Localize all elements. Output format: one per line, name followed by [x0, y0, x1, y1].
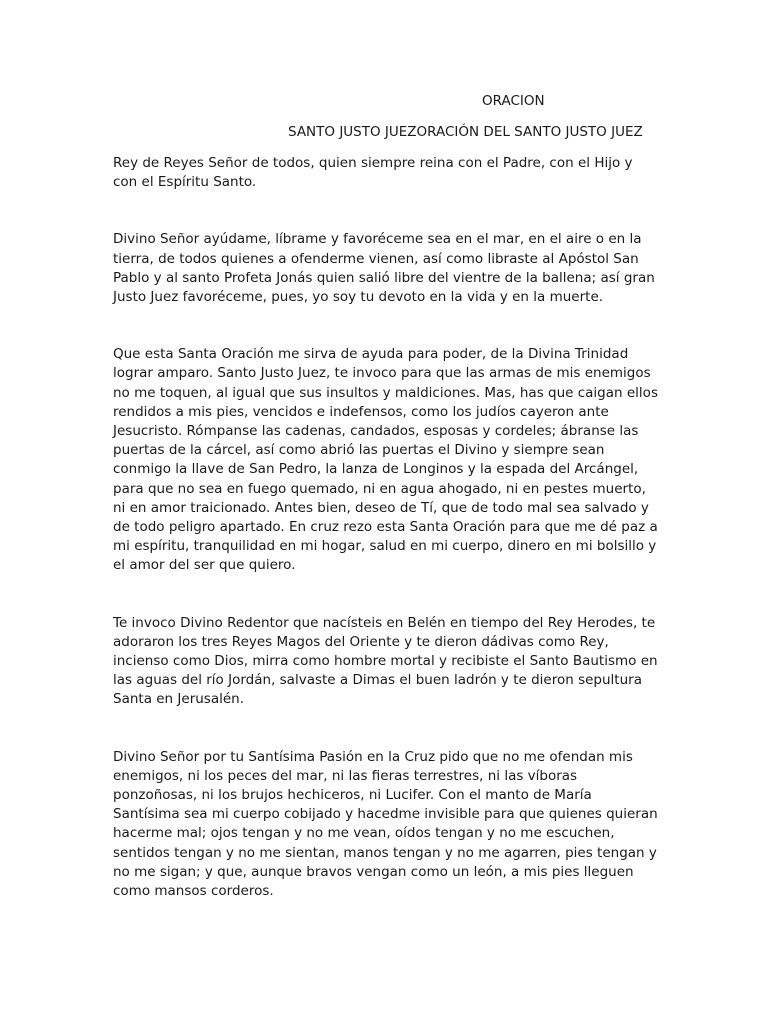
document-title: ORACION [482, 93, 545, 109]
paragraph-1: Rey de Reyes Señor de todos, quien siempre reina con el Padre, con el Hijo y con el Espíritu Santo. [113, 155, 633, 191]
document-body [113, 154, 658, 901]
paragraph-4: Te invoco Divino Redentor que nacísteis en Belén en tiempo del Rey Herodes, te adoraron los tres Reyes Magos del Oriente y te dieron dádivas como Rey, incienso como Dios, mirra como hombre mortal y recibiste el Santo Bautismo en las aguas del río Jordán, salvaste a Dimas el buen ladrón y te dieron sepultura Santa en Jerusalén. [113, 614, 658, 708]
document-subtitle: SANTO JUSTO JUEZORACIÓN DEL SANTO JUSTO JUEZ [288, 124, 643, 140]
paragraph-5: Divino Señor por tu Santísima Pasión en la Cruz pido que no me ofendan mis enemigos, ni los peces del mar, ni las fieras terrestres, ni las víboras ponzoñosas, ni los brujos hechiceros, ni Lucifer. Con el manto de María Santísima sea mi cuerpo cobijado y hacedme invisible para que quienes quieran hacerme mal; ojos tengan y no me vean, oídos tengan y no me escuchen, sentidos tengan y no me sientan, manos tengan y no me agarren, pies tengan y no me sigan; y que, aunque bravos vengan como un león, a mis pies lleguen como mansos corderos. [113, 748, 658, 900]
paragraph-3: Que esta Santa Oración me sirva de ayuda para poder, de la Divina Trinidad lograr amparo. Santo Justo Juez, te invoco para que las armas de mis enemigos no me toquen, al igual que sus insultos y maldiciones. Mas, has que caigan ellos rendidos a mis pies, vencidos e indefensos, como los judíos cayeron ante Jesucristo. Rómpanse las cadenas, candados, esposas y cordeles; ábranse las puertas de la cárcel, así como abrió las puertas el Divino y siempre sean conmigo la llave de San Pedro, la lanza de Longinos y la espada del Arcángel, para que no sea en fuego quemado, ni en agua ahogado, ni en pestes muerto, ni en amor traicionado. Antes bien, deseo de Tí, que de todo mal sea salvado y de todo peligro apartado. En cruz rezo esta Santa Oración para que me dé paz a mi espíritu, tranquilidad en mi hogar, salud en mi cuerpo, dinero en mi bolsillo y el amor del ser que quiero. [113, 346, 658, 574]
paragraph-2: Divino Señor ayúdame, líbrame y favoréceme sea en el mar, en el aire o en la tierra, de todos quienes a ofenderme vienen, así como libraste al Apóstol San Pablo y al santo Profeta Jonás quien salió libre del vientre de la ballena; así gran Justo Juez favoréceme, pues, yo soy tu devoto en la vida y en la muerte. [113, 231, 655, 306]
